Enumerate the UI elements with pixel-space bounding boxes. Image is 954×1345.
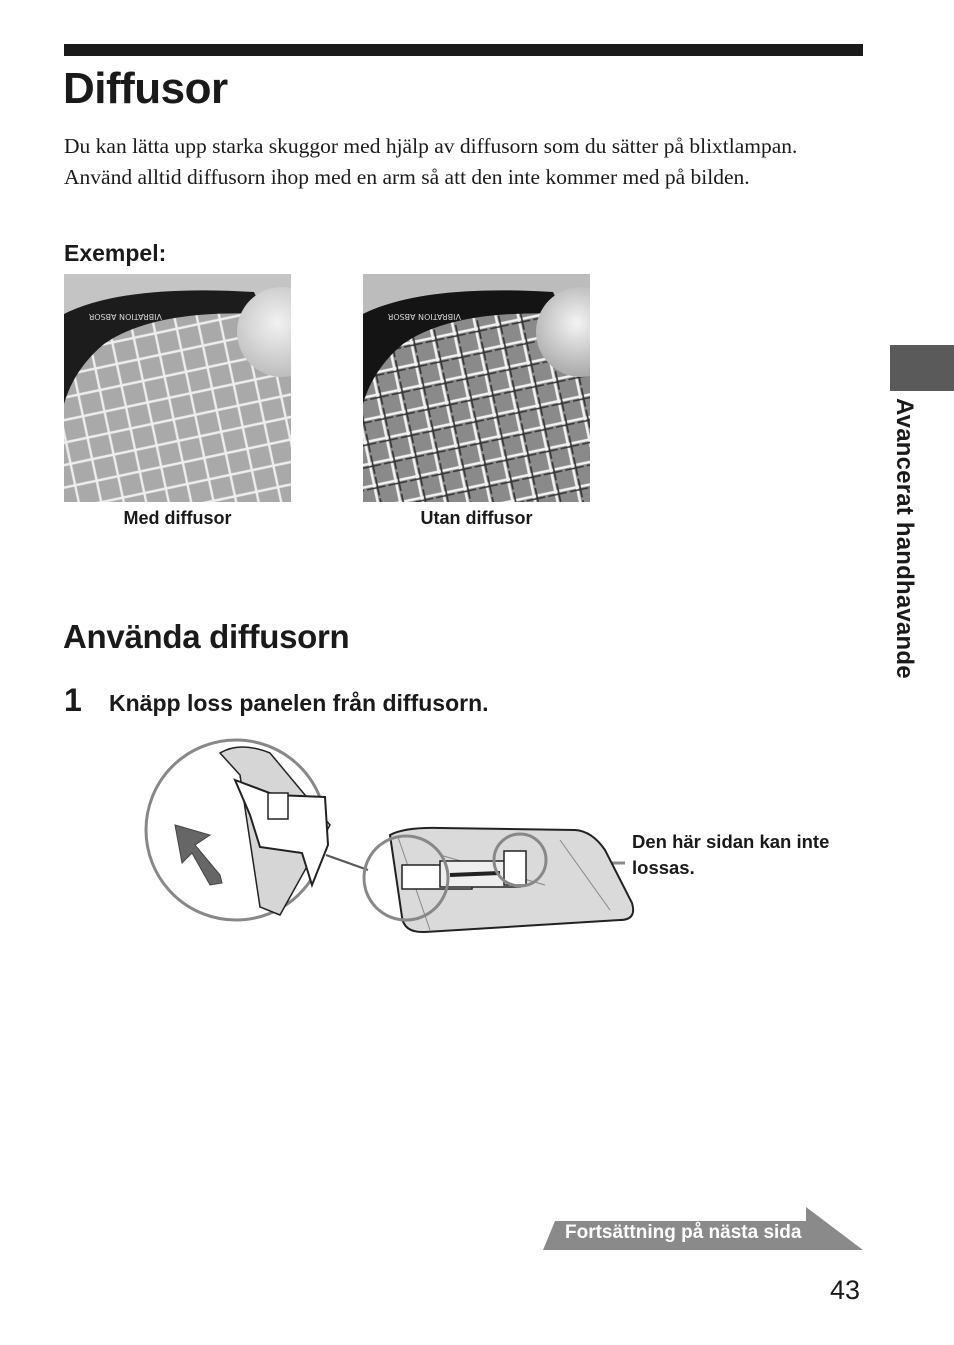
- side-tab-label: Avancerat handhavande: [891, 398, 918, 679]
- continue-text: Fortsättning på nästa sida: [565, 1222, 802, 1243]
- step-text: Knäpp loss panelen från diffusorn.: [109, 690, 489, 716]
- section-title: Använda diffusorn: [63, 618, 350, 655]
- racket-text-left: VIBRATION ABSOR: [88, 312, 162, 321]
- continue-banner: [543, 1207, 863, 1250]
- caption-without-diffusor: Utan diffusor: [420, 508, 533, 528]
- side-tab-marker: [890, 345, 954, 391]
- callout-text: Den här sidan kan inte lossas.: [632, 831, 830, 878]
- diffusor-illustration: [140, 735, 640, 940]
- intro-paragraph: Du kan lätta upp starka skuggor med hjälp av diffusorn som du sätter på blixtlampan. Använd alltid diffusorn ihop med en arm så att den inte kommer med på bilden.: [64, 134, 798, 189]
- top-rule: [64, 44, 863, 56]
- example-label: Exempel:: [64, 240, 167, 266]
- caption-with-diffusor: Med diffusor: [123, 508, 232, 528]
- photo-with-diffusor: [64, 274, 291, 502]
- photo-without-diffusor: [363, 274, 590, 502]
- page-title: Diffusor: [63, 64, 228, 113]
- page-number: 43: [830, 1275, 861, 1305]
- racket-text-right: VIBRATION ABSOR: [387, 312, 461, 321]
- step-number: 1: [64, 682, 82, 718]
